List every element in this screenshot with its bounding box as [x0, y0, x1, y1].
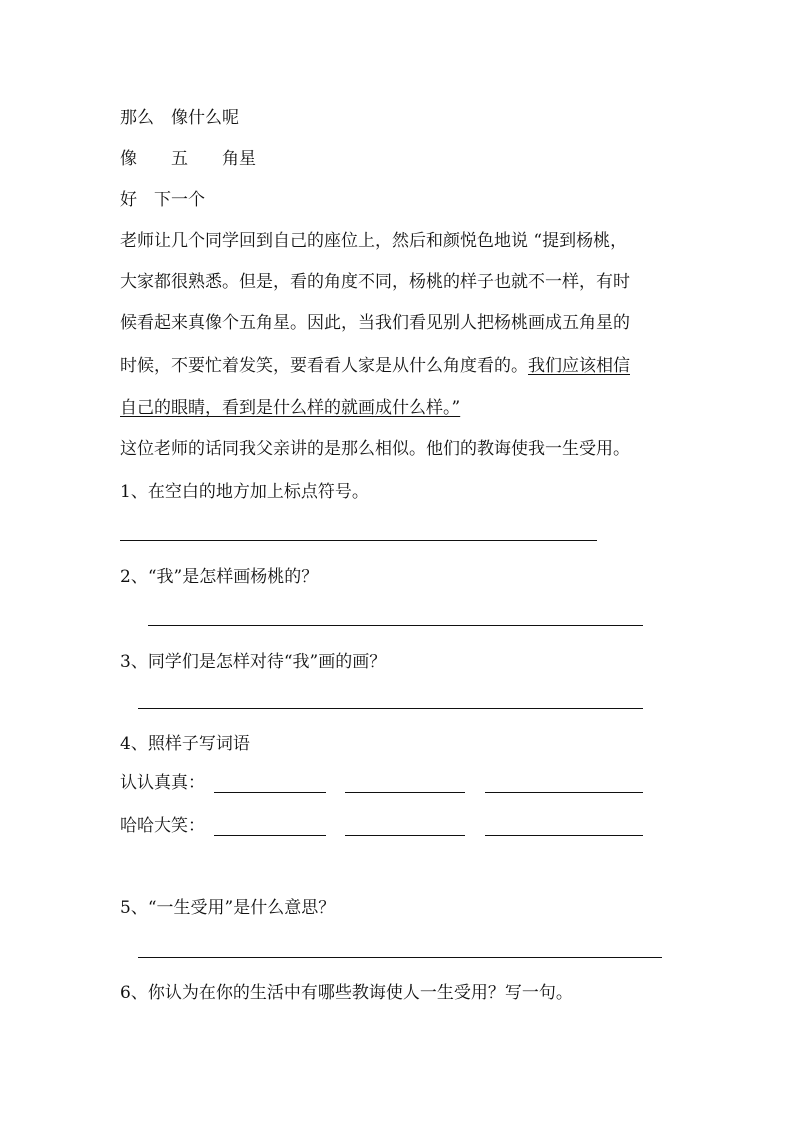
answer-line-3[interactable] [138, 708, 643, 709]
underlined-sentence-part-2: 自己的眼睛，看到是什么样的就画成什么样。” [120, 398, 461, 418]
question-5: 5、“一生受用”是什么意思？ [120, 898, 336, 918]
q4-row-1-blank-2[interactable] [345, 792, 465, 793]
passage-line-8 [120, 397, 460, 419]
passage-line-2: 像 五 角星 [120, 149, 256, 169]
q4-row-2-blank-3[interactable] [485, 835, 643, 836]
passage-line-5: 大家都很熟悉。但是，看的角度不同，杨桃的样子也就不一样，有时 [120, 272, 630, 292]
q4-row-2-label: 哈哈大笑： [120, 816, 205, 836]
question-1: 1、在空白的地方加上标点符号。 [120, 482, 369, 502]
passage-line-1: 那么 像什么呢 [120, 108, 239, 128]
answer-line-2[interactable] [148, 625, 643, 626]
q4-row-2-blank-1[interactable] [214, 835, 326, 836]
q4-row-2-blank-2[interactable] [345, 835, 465, 836]
q4-row-1-label: 认认真真： [120, 773, 205, 793]
passage-line-3: 好 下一个 [120, 190, 205, 210]
passage-line-9: 这位老师的话同我父亲讲的是那么相似。他们的教诲使我一生受用。 [120, 439, 630, 459]
q4-row-1-blank-1[interactable] [214, 792, 326, 793]
answer-line-1[interactable] [120, 540, 597, 541]
question-4: 4、照样子写词语 [120, 734, 250, 754]
q4-row-1-blank-3[interactable] [485, 792, 643, 793]
answer-line-5[interactable] [138, 957, 662, 958]
question-2: 2、“我”是怎样画杨桃的？ [120, 567, 319, 587]
underlined-sentence-part-1: 我们应该相信 [528, 356, 630, 376]
question-6: 6、你认为在你的生活中有哪些教诲使人一生受用？写一句。 [120, 983, 573, 1003]
passage-line-7 [120, 355, 630, 377]
passage-line-7-plain: 时候，不要忙着发笑，要看看人家是从什么角度看的。 [120, 356, 528, 376]
passage-line-4: 老师让几个同学回到自己的座位上，然后和颜悦色地说 “提到杨桃， [120, 231, 628, 251]
question-3: 3、同学们是怎样对待“我”画的画？ [120, 652, 387, 672]
passage-line-6: 候看起来真像个五角星。因此，当我们看见别人把杨桃画成五角星的 [120, 313, 630, 333]
